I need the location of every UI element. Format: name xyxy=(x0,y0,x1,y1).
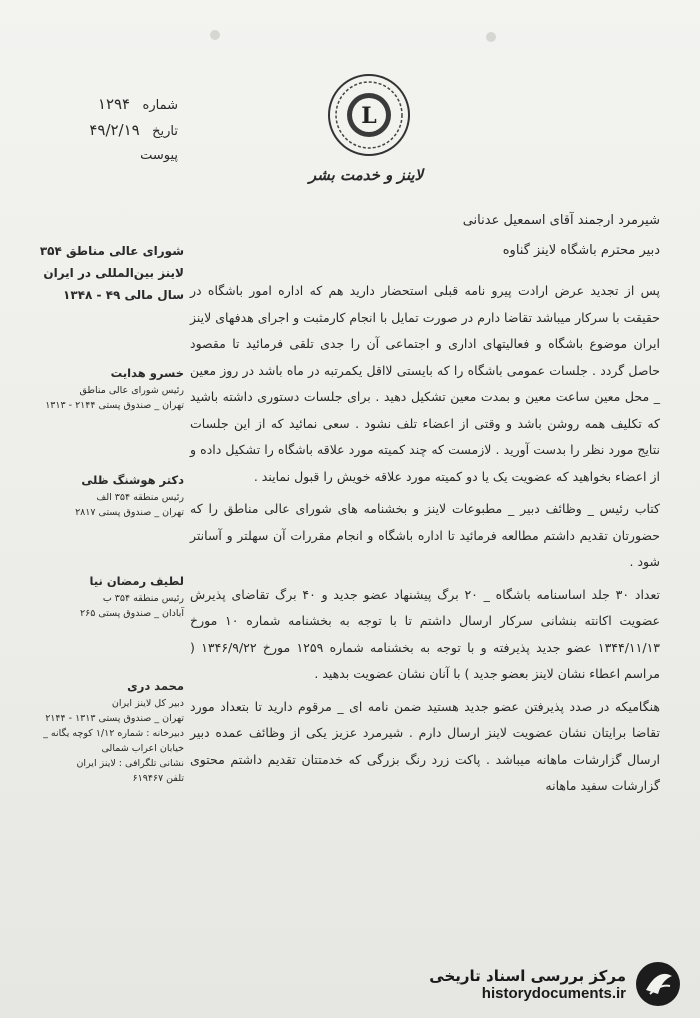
member-line: رئیس منطقه ۳۵۴ ب xyxy=(102,593,184,604)
date-row xyxy=(28,118,178,144)
member-block xyxy=(24,574,184,621)
member-line: نشانی تلگرافی : لاینز ایران xyxy=(76,758,184,769)
watermark xyxy=(429,960,682,1008)
council-line: سال مالی ۴۹ - ۱۳۴۸ xyxy=(63,288,184,302)
council-title xyxy=(24,240,184,306)
salutation xyxy=(200,206,660,266)
number-value: ۱۲۹۴ xyxy=(97,95,131,113)
paragraph: پس از تجدید عرض ارادت پیرو نامه قبلی استحضار دارید هم که اداره امور باشگاه در حقیقت با سرکار میباشد تقاضا دارم در صورت تمایل با انجام کارمثبت و اجرای هدفهای لاینز ایران موضوع باشگاه و فعالیتهای اداری و اجتماعی آن را جدی تلقی فرمائید تا مقصود حاصل گردد . جلسات عمومی باشگاه را که بایستی لااقل یکمرتبه در ماه باشد در روز معین _ محل معین ساعت معین و بمدت معین تشکیل دهید . برای جلسات دستوری داشته باشید که تکلیف همه روشن باشد و وقتی از اعضاء تلف نشود . سعی نمائید که از این جلسات نتایج مورد نظر را بدست آورید . لازمست که چند کمیته مورد علاقه باشگاه را تشکیل داده و از اعضاء بخواهید که عضویت یک یا دو کمیته مورد علاقه خویش را قبول نمایند . xyxy=(190,283,660,484)
member-line: تهران _ صندوق پستی ۲۸۱۷ xyxy=(75,507,184,518)
watermark-url: historydocuments.ir xyxy=(481,984,626,1002)
member-name: لطیف رمضان نیا xyxy=(89,574,184,588)
paragraph: هنگامیکه در صدد پذیرفتن عضو جدید هستید ضمن نامه ای _ مرقوم دارید تا بتعداد مورد تقاضا برایتان نشان عضویت لاینز ارسال دارم . شیرمرد عزیز یکی از وظائف عمده دبیر ارسال گزارشات ماهانه میباشد . پاکت زرد رنگ بزرگی که خدمتتان تقدیم داشتم محتوی گزارشات سفید ماهانه xyxy=(190,698,660,793)
date-value: ۴۹/۲/۱۹ xyxy=(89,121,140,139)
attachment-row xyxy=(28,144,178,168)
letter-meta xyxy=(28,92,178,168)
member-line: دبیر کل لاینز ایران xyxy=(111,698,184,709)
member-name: دکتر هوشنگ ظلی xyxy=(81,473,184,487)
archive-logo-icon xyxy=(634,960,682,1008)
number-row xyxy=(28,92,178,118)
member-line: تهران _ صندوق پستی ۱۳۱۳ - ۲۱۴۴ xyxy=(45,713,184,724)
pin-hole xyxy=(486,32,496,42)
member-block xyxy=(24,473,184,520)
logo-letter: L xyxy=(361,103,377,129)
paragraph: تعداد ۳۰ جلد اساسنامه باشگاه _ ۲۰ برگ پیشنهاد عضو جدید و ۴۰ برگ تقاضای پذیرش عضویت اکانته بنشانی سرکار ارسال داشتم تا با توجه به بخشنامه شماره ۱۰ مورخ ۱۳۴۴/۱۱/۱۳ عضو جدید پذیرفته و با توجه به بخشنامه شماره ۱۲۵۹ مورخ ۱۳۴۶/۹/۲۲ ( مراسم اعطاء نشان لاینز بعضو جدید ) با آنان نشان عضویت بدهید . xyxy=(190,586,660,681)
member-name: محمد دری xyxy=(127,679,184,693)
council-line: شورای عالی مناطق ۳۵۴ xyxy=(39,244,184,258)
paragraph: کتاب رئیس _ وظائف دبیر _ مطبوعات لاینز و بخشنامه های شورای عالی مناطق را که حضورتان تقدیم داشتم مطالعه فرمائید تا اداره باشگاه و انجام مقررات آن سهلتر و آسانتر شود . xyxy=(190,501,660,569)
member-line: رئیس شورای عالی مناطق xyxy=(79,385,184,396)
sidebar xyxy=(24,240,184,786)
date-label: تاریخ xyxy=(152,124,178,139)
attachment-label: پیوست xyxy=(140,148,178,163)
member-block xyxy=(24,366,184,413)
salutation-line: دبیر محترم باشگاه لاینز گناوه xyxy=(502,243,660,258)
pin-hole xyxy=(210,30,220,40)
salutation-line: شیرمرد ارجمند آقای اسمعیل عدنانی xyxy=(462,213,660,228)
member-line: تهران _ صندوق پستی ۲۱۴۴ - ۱۳۱۳ xyxy=(45,400,184,411)
member-line: تلفن ۶۱۹۴۶۷ xyxy=(132,773,184,784)
member-line: خیابان اعراب شمالی xyxy=(101,743,184,754)
member-line: رئیس منطقه ۳۵۴ الف xyxy=(96,492,184,503)
lions-logo xyxy=(326,72,412,158)
council-line: لاینز بین‌المللی در ایران xyxy=(43,266,184,280)
letter-body xyxy=(190,278,660,800)
member-line: دبیرخانه : شماره ۱/۱۲ کوچه یگانه _ xyxy=(43,728,184,739)
member-line: آبادان _ صندوق پستی ۲۶۵ xyxy=(80,608,184,619)
member-name: خسرو هدایت xyxy=(110,366,184,380)
lions-emblem-icon xyxy=(326,72,412,158)
member-block xyxy=(24,679,184,786)
motto: لاینز و خدمت بشر xyxy=(308,166,424,184)
watermark-title: مرکز بررسی اسناد تاریخی xyxy=(429,966,626,985)
number-label: شماره xyxy=(142,98,178,113)
